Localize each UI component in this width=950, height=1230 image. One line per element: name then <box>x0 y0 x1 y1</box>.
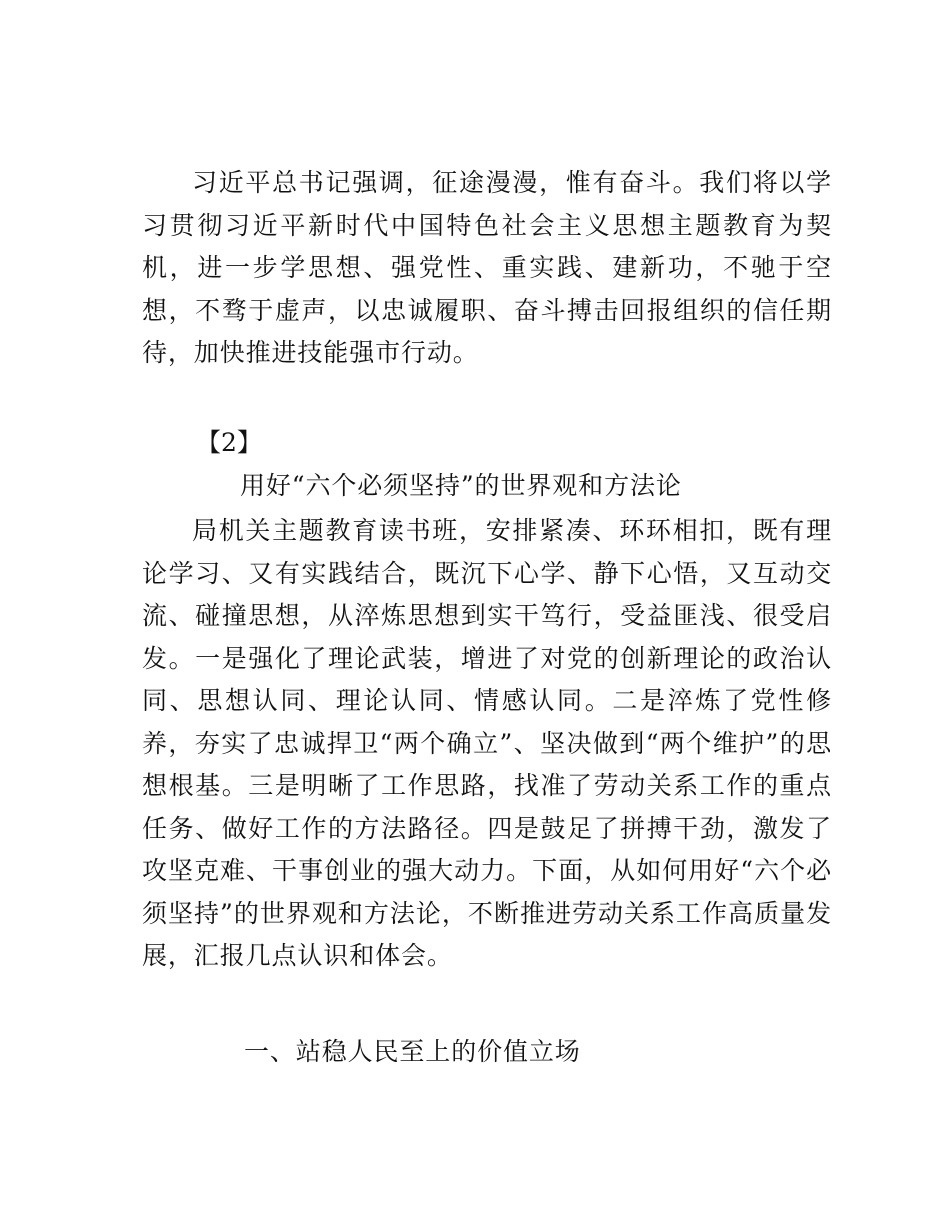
section-marker: 【2】 <box>196 428 262 457</box>
body-paragraph: 局机关主题教育读书班，安排紧凑、环环相扣，既有理论学习、又有实践结合，既沉下心学、静下心悟，又互动交流、碰撞思想，从淬炼思想到实干笃行，受益匪浅、很受启发。一是强化了理论武装，增进了对党的创新理论的政治认同、思想认同、理论认同、情感认同。二是淬炼了党性修养，夯实了忠诚捍卫“两个确立”、坚决做到“两个维护”的思想根基。三是明晰了工作思路，找准了劳动关系工作的重点任务、做好工作的方法路径。四是鼓足了拼搏干劲，激发了攻坚克难、干事创业的强大动力。下面，从如何用好“六个必须坚持”的世界观和方法论，不断推进劳动关系工作高质量发展，汇报几点认识和体会。 <box>142 516 832 970</box>
closing-paragraph: 习近平总书记强调，征途漫漫，惟有奋斗。我们将以学习贯彻习近平新时代中国特色社会主义思想主题教育为契机，进一步学思想、强党性、重实践、建新功，不驰于空想，不骛于虚声，以忠诚履职、奋斗搏击回报组织的信任期待，加快推进技能强市行动。 <box>142 168 832 367</box>
section-heading: 一、站稳人民至上的价值立场 <box>244 1037 581 1066</box>
article-subtitle: 用好“六个必须坚持”的世界观和方法论 <box>240 471 682 500</box>
